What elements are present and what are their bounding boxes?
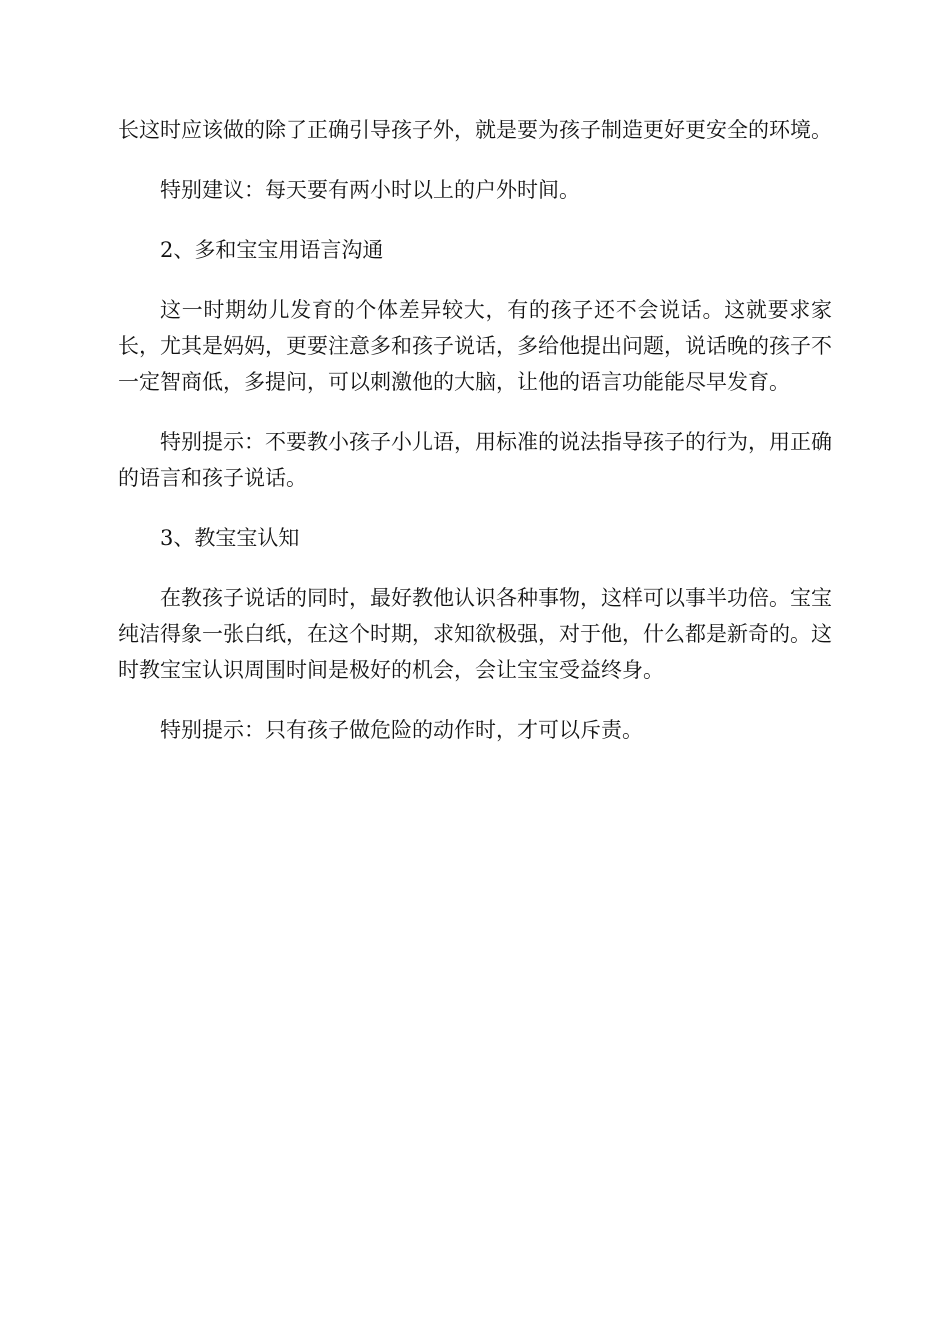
paragraph-tip-outdoor: 特别建议：每天要有两小时以上的户外时间。 [160,178,580,202]
paragraph-tip-scolding: 特别提示：只有孩子做危险的动作时，才可以斥责。 [160,718,643,742]
paragraph-tip-language: 特别提示：不要教小孩子小儿语，用标准的说法指导孩子的行为，用正确的语言和孩子说话。 [118,430,832,490]
section-heading-cognition: 3、教宝宝认知 [160,526,300,550]
paragraph-continuation: 长这时应该做的除了正确引导孩子外，就是要为孩子制造更好更安全的环境。 [118,118,832,142]
paragraph-language: 这一时期幼儿发育的个体差异较大，有的孩子还不会说话。这就要求家长，尤其是妈妈，更要注意多和孩子说话，多给他提出问题，说话晚的孩子不一定智商低，多提问，可以刺激他的大脑，让他的语言功能能尽早发育。 [118,298,832,394]
paragraph-cognition: 在教孩子说话的同时，最好教他认识各种事物，这样可以事半功倍。宝宝纯洁得象一张白纸，在这个时期，求知欲极强，对于他，什么都是新奇的。这时教宝宝认识周围时间是极好的机会，会让宝宝受益终身。 [118,586,832,682]
section-heading-language: 2、多和宝宝用语言沟通 [160,238,384,262]
document-page [118,112,832,772]
